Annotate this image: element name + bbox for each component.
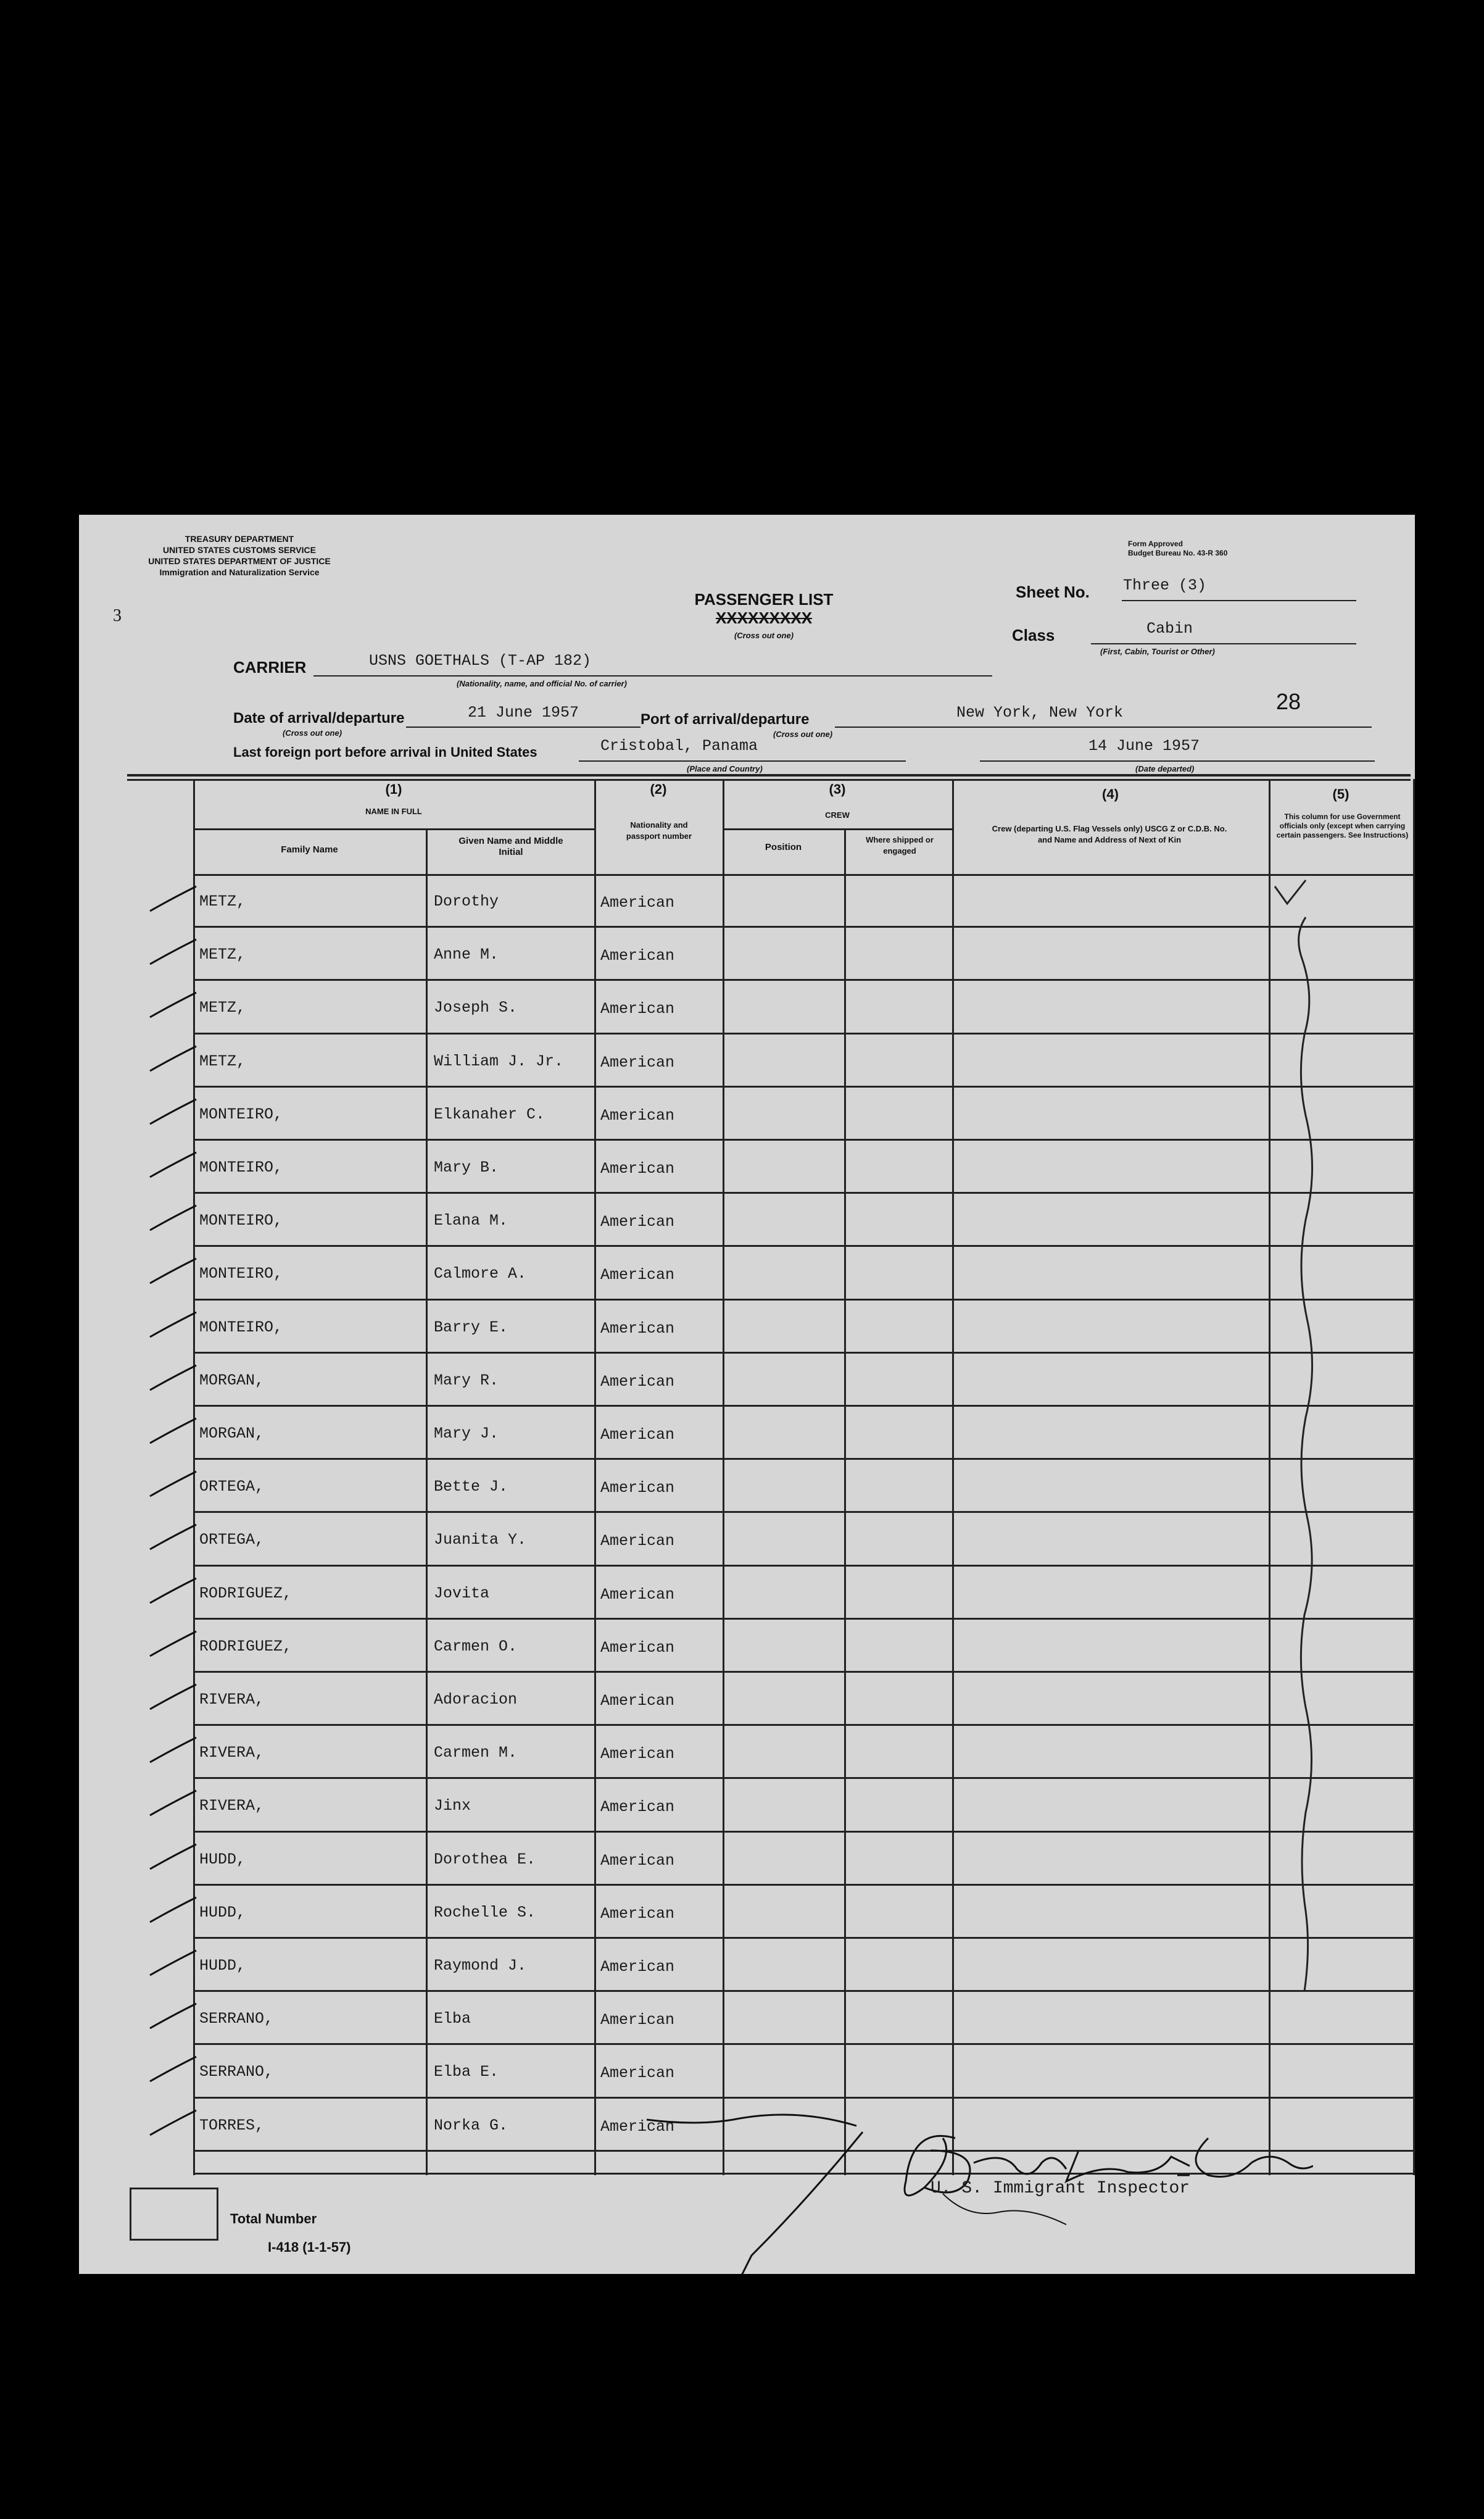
row-check-mark <box>147 1625 215 1668</box>
row-divider <box>193 1671 1413 1673</box>
class-label: Class <box>1012 626 1055 644</box>
nationality: American <box>600 1958 675 1976</box>
given-name: Mary B. <box>434 1159 499 1176</box>
date-departed-hint: (Date departed) <box>1135 764 1195 773</box>
inspector-title: U. S. Immigrant Inspector <box>931 2179 1190 2198</box>
family-name: RIVERA, <box>199 1797 265 1815</box>
row-check-mark <box>147 1784 215 1828</box>
class-value: Cabin <box>1146 620 1193 638</box>
given-name: Elkanaher C. <box>434 1105 545 1123</box>
given-name: Elba E. <box>434 2063 499 2081</box>
last-port-label: Last foreign port before arrival in United States <box>233 744 537 760</box>
carrier-value: USNS GOETHALS (T-AP 182) <box>369 652 592 670</box>
sheet-label: Sheet No. <box>1016 583 1090 601</box>
family-name: ORTEGA, <box>199 1531 265 1549</box>
last-port-value: Cristobal, Panama <box>600 737 758 755</box>
row-check-mark <box>147 1465 215 1509</box>
family-name: METZ, <box>199 999 246 1017</box>
nationality: American <box>600 1160 675 1178</box>
sheet-value: Three (3) <box>1123 577 1207 594</box>
agency-line-2: UNITED STATES CUSTOMS SERVICE <box>163 545 316 555</box>
given-name: Jovita <box>434 1584 490 1602</box>
row-divider <box>193 1831 1413 1833</box>
col1-number: (1) <box>385 781 402 797</box>
family-name: ORTEGA, <box>199 1478 265 1496</box>
form-approved-line-2: Budget Bureau No. 43-R 360 <box>1128 549 1228 557</box>
col1-given-header: Given Name and Middle Initial <box>458 836 563 857</box>
row-check-mark <box>147 1678 215 1722</box>
family-name: RODRIGUEZ, <box>199 1584 292 1602</box>
arrival-date-value: 21 June 1957 <box>468 704 579 722</box>
col3-position-header: Position <box>765 842 802 852</box>
nationality: American <box>600 947 675 965</box>
given-name: Norka G. <box>434 2116 508 2134</box>
given-name: Carmen O. <box>434 1637 518 1655</box>
given-name: Joseph S. <box>434 999 518 1017</box>
row-check-mark <box>147 1572 215 1615</box>
nationality: American <box>600 1319 675 1338</box>
arrival-date-label: Date of arrival/departure <box>233 710 405 727</box>
given-name: Dorothy <box>434 893 499 910</box>
family-name: MONTEIRO, <box>199 1105 283 1123</box>
arrival-port-hint: (Cross out one) <box>773 730 833 739</box>
given-name: Bette J. <box>434 1478 508 1496</box>
page-title: PASSENGER LIST <box>694 590 834 609</box>
given-name: Carmen M. <box>434 1744 518 1762</box>
class-hint: (First, Cabin, Tourist or Other) <box>1100 647 1215 656</box>
agency-header <box>116 533 363 578</box>
nationality: American <box>600 2011 675 2030</box>
row-divider <box>193 1192 1413 1194</box>
col5-number: (5) <box>1332 786 1349 802</box>
given-name: Rochelle S. <box>434 1903 536 1922</box>
row-check-mark <box>147 986 215 1030</box>
margin-number: 3 <box>113 606 122 625</box>
col4-title: Crew (departing U.S. Flag Vessels only) USCG Z or C.D.B. No. and Name and Address of Next of Kin <box>992 824 1227 844</box>
family-name: RIVERA, <box>199 1691 265 1709</box>
row-check-mark <box>147 1306 215 1349</box>
given-name: Raymond J. <box>434 1957 527 1975</box>
row-divider <box>193 2097 1413 2099</box>
family-name: MORGAN, <box>199 1371 265 1389</box>
row-divider <box>193 1884 1413 1886</box>
row-check-mark <box>147 1731 215 1775</box>
carrier-hint: (Nationality, name, and official No. of carrier) <box>457 679 627 688</box>
nationality: American <box>600 1479 675 1497</box>
col2-title: Nationality and passport number <box>626 820 692 841</box>
col2-number: (2) <box>650 781 667 797</box>
family-name: MONTEIRO, <box>199 1318 283 1336</box>
nationality: American <box>600 1585 675 1604</box>
nationality: American <box>600 1798 675 1817</box>
passenger-list-document <box>79 515 1415 2274</box>
col1-title: NAME IN FULL <box>365 807 422 816</box>
title-struck: XXXXXXXXX <box>715 609 813 627</box>
nationality: American <box>600 1638 675 1657</box>
row-divider <box>193 2043 1413 2045</box>
row-divider <box>193 1405 1413 1407</box>
date-departed-value: 14 June 1957 <box>1088 737 1200 755</box>
col3-title: CREW <box>825 810 850 820</box>
title-sub: (Cross out one) <box>734 631 794 640</box>
row-divider <box>193 1511 1413 1513</box>
row-check-mark <box>147 880 215 923</box>
family-name: METZ, <box>199 1052 246 1070</box>
row-divider <box>193 1299 1413 1301</box>
page-number: 28 <box>1276 689 1301 714</box>
row-divider <box>193 1352 1413 1354</box>
arrival-date-hint: (Cross out one) <box>283 728 342 738</box>
given-name: Elana M. <box>434 1212 508 1230</box>
row-divider <box>193 1937 1413 1939</box>
nationality: American <box>600 1000 675 1018</box>
family-name: METZ, <box>199 893 246 910</box>
row-check-mark <box>147 1040 215 1083</box>
given-name: Mary J. <box>434 1425 499 1443</box>
row-divider <box>193 1458 1413 1460</box>
agency-line-1: TREASURY DEPARTMENT <box>184 534 294 544</box>
family-name: MONTEIRO, <box>199 1265 283 1283</box>
nationality: American <box>600 1266 675 1284</box>
family-name: MONTEIRO, <box>199 1212 283 1230</box>
nationality: American <box>600 1053 675 1072</box>
row-divider <box>193 1086 1413 1088</box>
carrier-label: CARRIER <box>233 658 307 677</box>
family-name: MONTEIRO, <box>199 1159 283 1176</box>
total-number-label: Total Number <box>230 2211 317 2226</box>
row-divider <box>193 1777 1413 1779</box>
given-name: Barry E. <box>434 1318 508 1336</box>
row-check-mark <box>147 933 215 976</box>
col3-where-header: Where shipped or engaged <box>866 835 934 856</box>
family-name: SERRANO, <box>199 2010 274 2028</box>
given-name: Dorothea E. <box>434 1850 536 1868</box>
row-divider <box>193 1245 1413 1247</box>
row-divider <box>193 1139 1413 1141</box>
family-name: SERRANO, <box>199 2063 274 2081</box>
row-divider <box>193 1565 1413 1567</box>
verification-check-mark <box>1269 874 1413 2004</box>
total-number-box <box>130 2188 218 2241</box>
agency-line-4: Immigration and Naturalization Service <box>159 567 320 577</box>
row-check-mark <box>147 1199 215 1243</box>
nationality: American <box>600 1692 675 1710</box>
nationality: American <box>600 1532 675 1551</box>
given-name: William J. Jr. <box>434 1052 564 1070</box>
row-divider <box>193 1033 1413 1035</box>
given-name: Adoracion <box>434 1691 518 1709</box>
nationality: American <box>600 2064 675 2083</box>
nationality: American <box>600 2117 675 2136</box>
nationality: American <box>600 1904 675 1923</box>
family-name: RIVERA, <box>199 1744 265 1762</box>
nationality: American <box>600 1851 675 1870</box>
form-approved <box>1128 539 1288 558</box>
row-check-mark <box>147 1518 215 1562</box>
given-name: Anne M. <box>434 946 499 964</box>
family-name: HUDD, <box>199 1903 246 1922</box>
form-approved-line-1: Form Approved <box>1128 539 1183 548</box>
nationality: American <box>600 894 675 912</box>
row-check-mark <box>147 1997 215 2041</box>
arrival-port-value: New York, New York <box>956 704 1124 722</box>
row-check-mark <box>147 2051 215 2094</box>
row-divider <box>193 926 1413 928</box>
col1-family-header: Family Name <box>281 844 338 855</box>
row-check-mark <box>147 1838 215 1881</box>
given-name: Mary R. <box>434 1371 499 1389</box>
given-name: Elba <box>434 2010 471 2028</box>
family-name: HUDD, <box>199 1850 246 1868</box>
family-name: RODRIGUEZ, <box>199 1637 292 1655</box>
form-id: I-418 (1-1-57) <box>268 2239 351 2255</box>
row-divider <box>193 979 1413 981</box>
row-check-mark <box>147 1093 215 1136</box>
col5-title: This column for use Government officials only (except when carrying certain passengers. See Instructions) <box>1276 812 1409 839</box>
col4-number: (4) <box>1102 786 1119 802</box>
row-check-mark <box>147 1146 215 1189</box>
given-name: Calmore A. <box>434 1265 527 1283</box>
family-name: METZ, <box>199 946 246 964</box>
given-name: Jinx <box>434 1797 471 1815</box>
row-check-mark <box>147 1412 215 1455</box>
agency-line-3: UNITED STATES DEPARTMENT OF JUSTICE <box>148 556 331 566</box>
row-check-mark <box>147 1252 215 1296</box>
row-check-mark <box>147 2104 215 2147</box>
nationality: American <box>600 1426 675 1444</box>
nationality: American <box>600 1213 675 1231</box>
col3-number: (3) <box>829 781 846 797</box>
row-divider <box>193 1990 1413 1992</box>
last-port-hint: (Place and Country) <box>687 764 763 773</box>
row-check-mark <box>147 1359 215 1402</box>
family-name: HUDD, <box>199 1957 246 1975</box>
row-check-mark <box>147 1891 215 1934</box>
nationality: American <box>600 1106 675 1125</box>
arrival-port-label: Port of arrival/departure <box>640 711 810 728</box>
family-name: TORRES, <box>199 2116 265 2134</box>
nationality: American <box>600 1372 675 1391</box>
given-name: Juanita Y. <box>434 1531 527 1549</box>
row-divider <box>193 1724 1413 1726</box>
row-check-mark <box>147 1944 215 1988</box>
family-name: MORGAN, <box>199 1425 265 1443</box>
row-divider <box>193 1618 1413 1620</box>
nationality: American <box>600 1745 675 1763</box>
